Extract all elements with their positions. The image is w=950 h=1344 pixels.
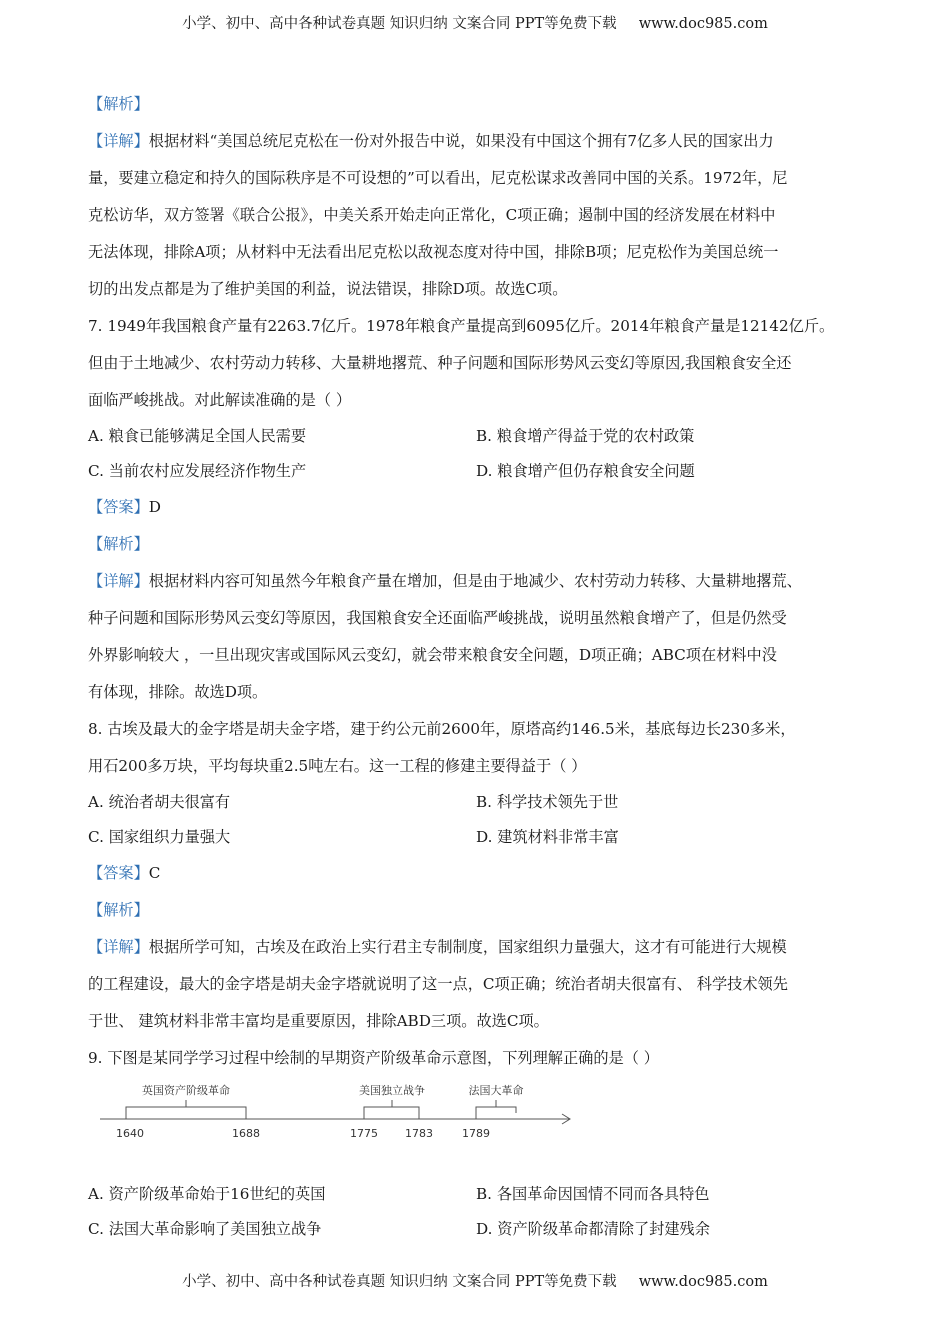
q7-option-c[interactable]: C. 当前农村应发展经济作物生产: [88, 462, 307, 480]
q9-option-d[interactable]: D. 资产阶级革命都清除了封建残余: [476, 1220, 710, 1238]
q7-analysis-tag: 【解析】: [88, 535, 149, 553]
q8-answer: [88, 855, 868, 892]
q7-detail-line: [88, 563, 868, 600]
q6-detail-line: 克松访华，双方签署《联合公报》，中美关系开始走向正常化，C项正确；遏制中国的经济发展在材料中: [88, 206, 776, 224]
q8-option-d[interactable]: D. 建筑材料非常丰富: [476, 828, 619, 846]
q8-stem-line: 用石200多万块，平均每块重2.5吨左右。这一工程的修建主要得益于（ ）: [88, 757, 587, 775]
document-body: [88, 86, 868, 1247]
q8-detail-line: [88, 929, 868, 966]
header-text: 小学、初中、高中各种试卷真题 知识归纳 文案合同 PPT等免费下载: [182, 16, 617, 32]
q7-options-row: [88, 419, 868, 454]
q8-option-b[interactable]: B. 科学技术领先于世: [476, 793, 619, 811]
bracket-american-war: [364, 1107, 419, 1113]
year-1783: 1783: [405, 1127, 433, 1140]
page-footer: [0, 1270, 950, 1291]
q6-detail-text: 根据材料“美国总统尼克松在一份对外报告中说，如果没有中国这个拥有7亿多人民的国家出力: [148, 132, 774, 150]
q6-analysis-tag: 【解析】: [88, 95, 149, 113]
year-1640: 1640: [116, 1127, 144, 1140]
q7-detail-text: 根据材料内容可知虽然今年粮食产量在增加，但是由于地减少、农村劳动力转移、大量耕地撂荒、: [148, 572, 802, 590]
q7-stem-line: 7. 1949年我国粮食产量有2263.7亿斤。1978年粮食产量提高到6095亿斤。2014年粮食产量是12142亿斤。: [88, 317, 835, 335]
q8-options-row: [88, 785, 868, 820]
footer-text: 小学、初中、高中各种试卷真题 知识归纳 文案合同 PPT等免费下载: [182, 1274, 617, 1290]
year-1775: 1775: [350, 1127, 378, 1140]
q9-timeline-diagram: [88, 1077, 868, 1177]
q8-analysis-tag: 【解析】: [88, 901, 149, 919]
page-header: [0, 12, 950, 33]
label-french-revolution: 法国大革命: [468, 1084, 524, 1097]
q8-option-c[interactable]: C. 国家组织力量强大: [88, 828, 231, 846]
bracket-french-revolution: [476, 1107, 516, 1113]
q8-detail-line: 的工程建设，最大的金字塔是胡夫金字塔就说明了这一点，C项正确；统治者胡夫很富有、 科学技术领先: [88, 975, 788, 993]
header-url[interactable]: www.doc985.com: [638, 16, 768, 32]
q7-detail-line: 外界影响较大 ，一旦出现灾害或国际风云变幻，就会带来粮食安全问题，D项正确；ABC项在材料中没: [88, 646, 777, 664]
q8-answer-value: C: [148, 864, 161, 882]
q6-detail-tag: 【详解】: [88, 132, 149, 150]
q6-detail-line: 量，要建立稳定和持久的国际秩序是不可设想的”可以看出，尼克松谋求改善同中国的关系。1972年，尼: [88, 169, 788, 187]
q8-option-a[interactable]: A. 统治者胡夫很富有: [88, 793, 231, 811]
q9-options-row: [88, 1177, 868, 1212]
q6-detail-line: 无法体现，排除A项；从材料中无法看出尼克松以敌视态度对待中国，排除B项；尼克松作为美国总统一: [88, 243, 779, 261]
q7-option-d[interactable]: D. 粮食增产但仍存粮食安全问题: [476, 462, 695, 480]
timeline-svg: [86, 1077, 586, 1177]
q9-option-c[interactable]: C. 法国大革命影响了美国独立战争: [88, 1220, 322, 1238]
q7-detail-tag: 【详解】: [88, 572, 149, 590]
q6-detail-line: [88, 123, 868, 160]
q8-options-row: [88, 820, 868, 855]
q8-detail-text: 根据所学可知，古埃及在政治上实行君主专制制度，国家组织力量强大，这才有可能进行大规模: [148, 938, 787, 956]
footer-url[interactable]: www.doc985.com: [638, 1274, 768, 1290]
q7-options-row: [88, 454, 868, 489]
q8-answer-tag: 【答案】: [88, 864, 149, 882]
q7-stem-line: 但由于土地减少、农村劳动力转移、大量耕地撂荒、种子问题和国际形势风云变幻等原因,我国粮食安全还: [88, 354, 792, 372]
q9-stem: 9. 下图是某同学学习过程中绘制的早期资产阶级革命示意图，下列理解正确的是（ ）: [88, 1049, 659, 1067]
bracket-english-revolution: [126, 1107, 246, 1113]
q7-answer: [88, 489, 868, 526]
q7-answer-tag: 【答案】: [88, 498, 149, 516]
year-1688: 1688: [232, 1127, 260, 1140]
q7-option-b[interactable]: B. 粮食增产得益于党的农村政策: [476, 427, 695, 445]
q9-option-a[interactable]: A. 资产阶级革命始于16世纪的英国: [88, 1185, 326, 1203]
q8-detail-line: 于世、 建筑材料非常丰富均是重要原因，排除ABD三项。故选C项。: [88, 1012, 549, 1030]
q7-detail-line: 种子问题和国际形势风云变幻等原因，我国粮食安全还面临严峻挑战，说明虽然粮食增产了，但是仍然受: [88, 609, 787, 627]
q9-option-b[interactable]: B. 各国革命因国情不同而各具特色: [476, 1185, 710, 1203]
label-american-war: 美国独立战争: [359, 1084, 425, 1097]
q9-options-row: [88, 1212, 868, 1247]
q7-option-a[interactable]: A. 粮食已能够满足全国人民需要: [88, 427, 307, 445]
q7-answer-value: D: [148, 498, 161, 516]
q7-stem-line: 面临严峻挑战。对此解读准确的是（ ）: [88, 391, 352, 409]
q8-stem-line: 8. 古埃及最大的金字塔是胡夫金字塔，建于约公元前2600年，原塔高约146.5米，基底每边长230多米，: [88, 720, 796, 738]
year-1789: 1789: [462, 1127, 490, 1140]
q6-detail-line: 切的出发点都是为了维护美国的利益，说法错误，排除D项。故选C项。: [88, 280, 568, 298]
q7-detail-line: 有体现，排除。故选D项。: [88, 683, 268, 701]
q8-detail-tag: 【详解】: [88, 938, 149, 956]
label-english-revolution: 英国资产阶级革命: [142, 1084, 230, 1097]
